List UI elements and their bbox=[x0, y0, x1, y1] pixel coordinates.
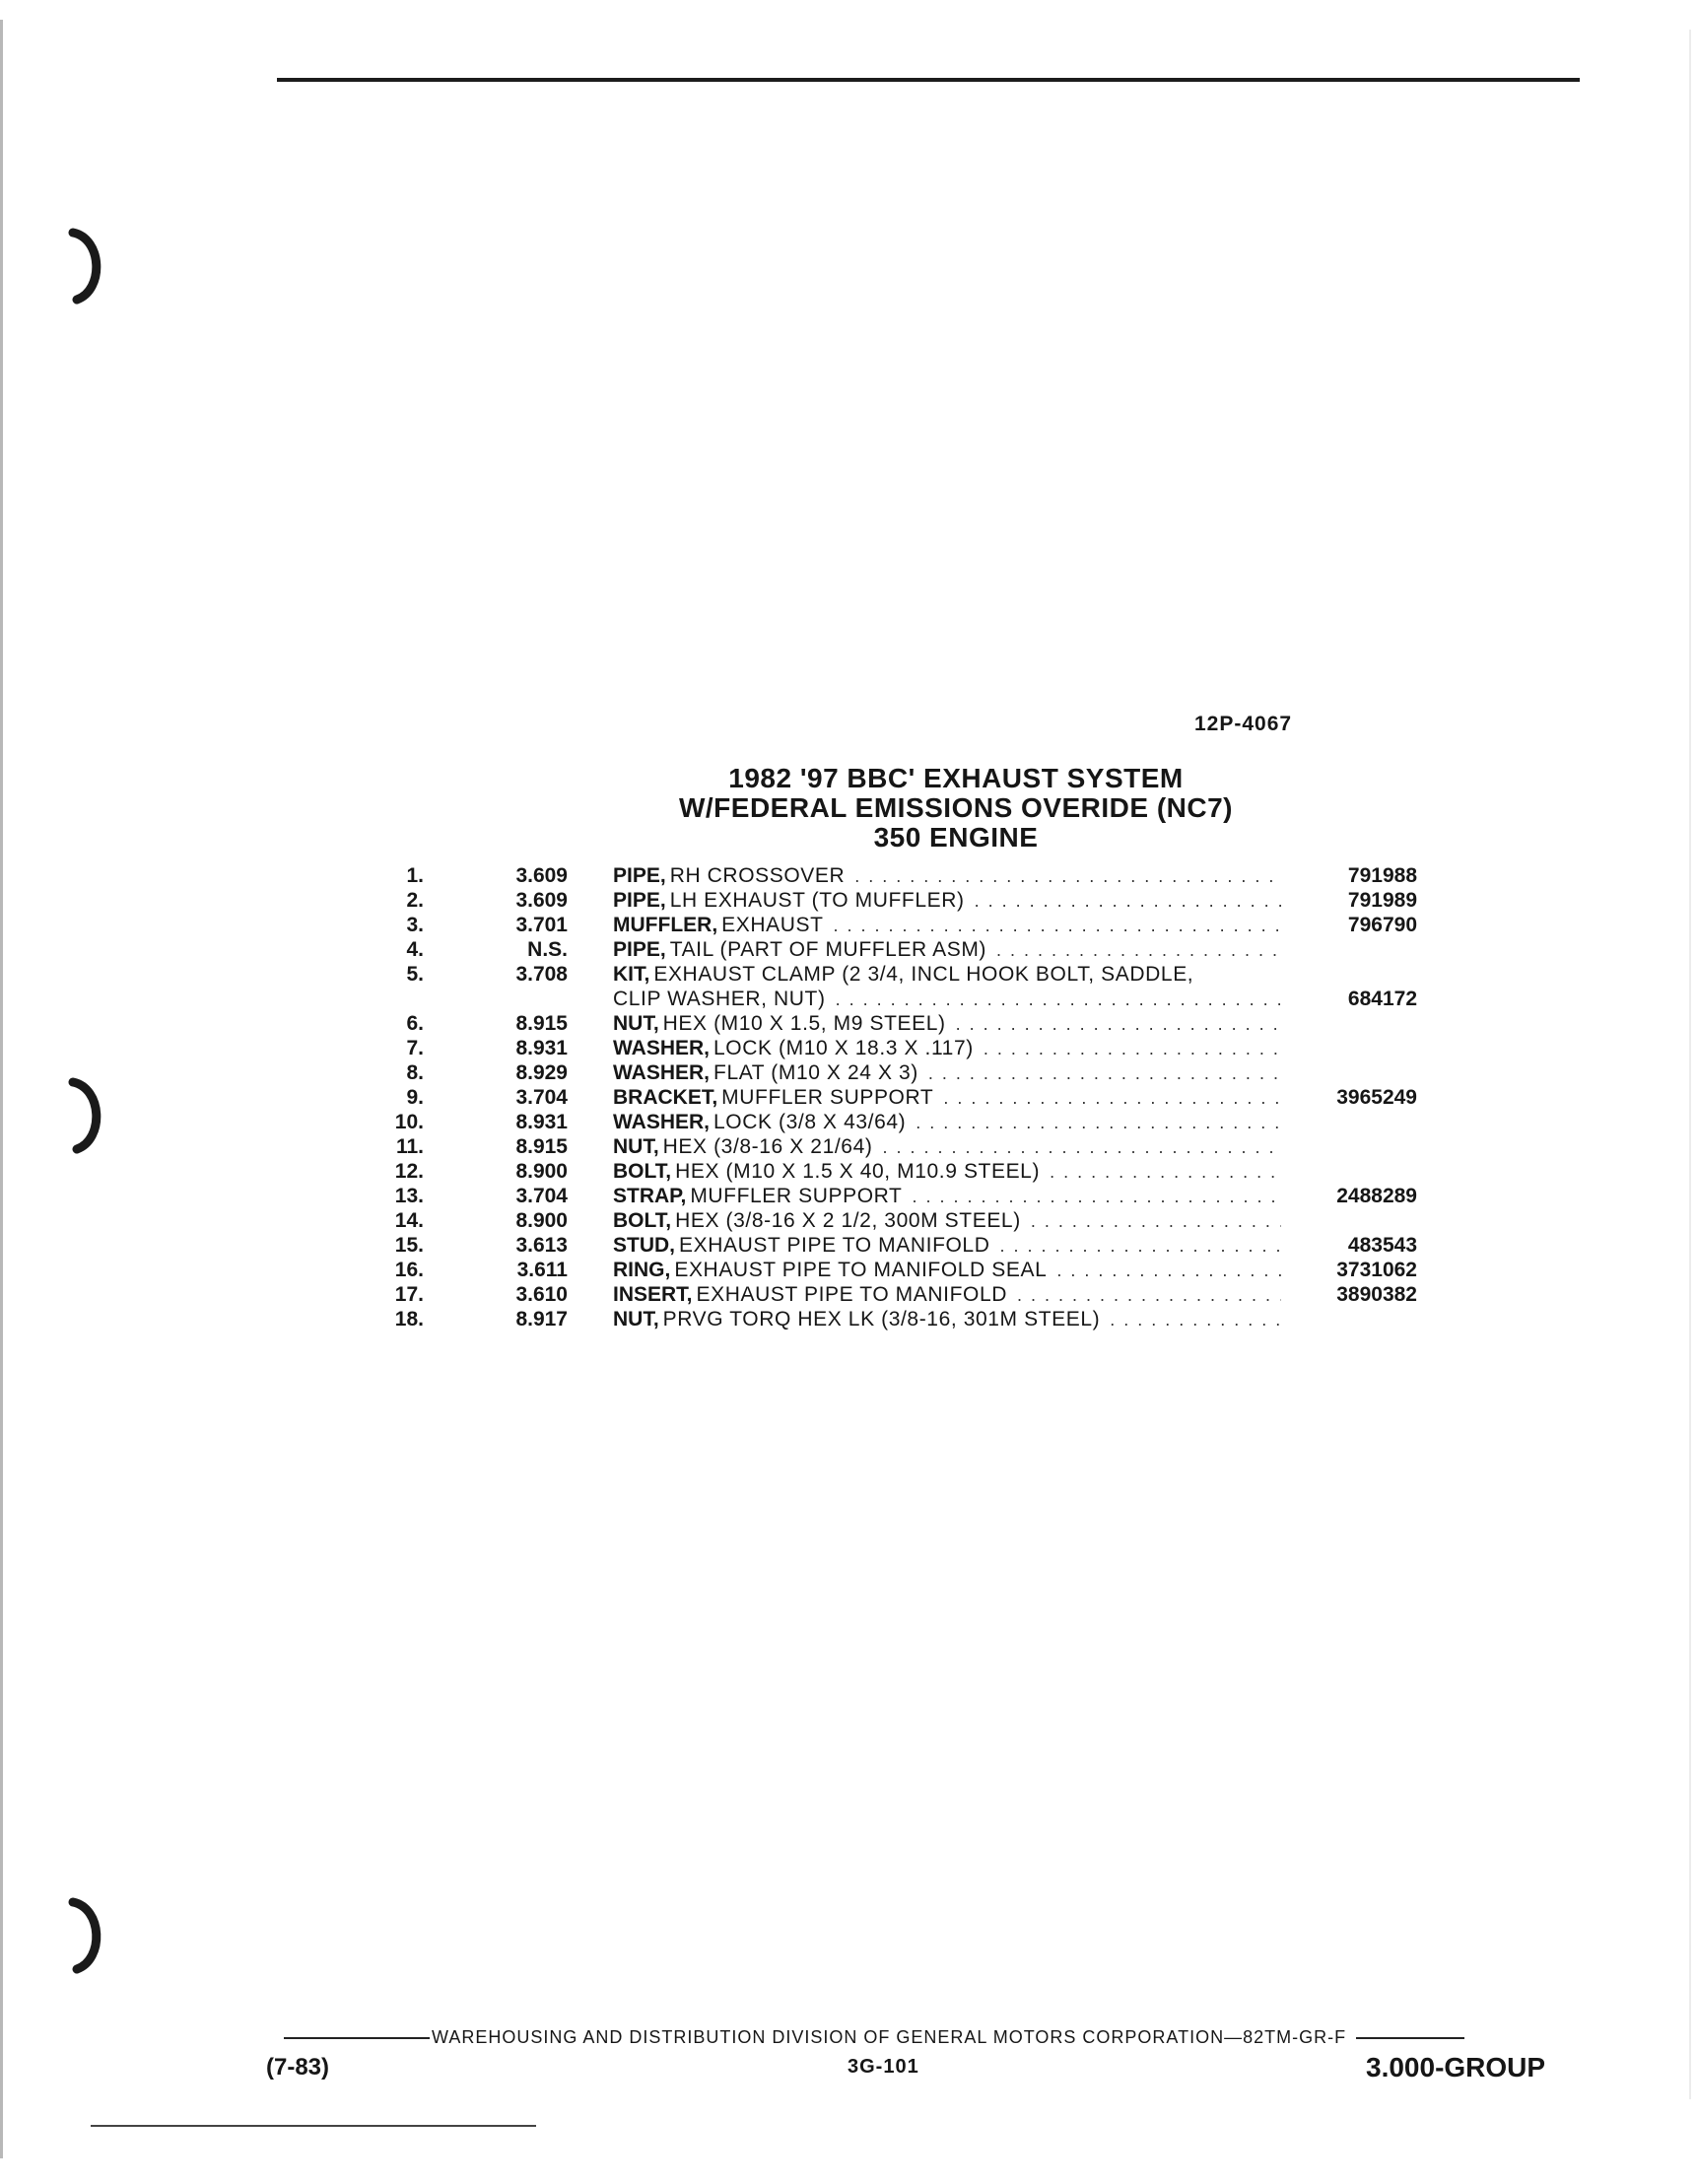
dot-leader bbox=[836, 988, 1281, 1012]
group-number: 8.915 bbox=[515, 1135, 568, 1158]
list-item bbox=[0, 1307, 1697, 1331]
item-number: 6. bbox=[406, 1012, 424, 1035]
group-number: 3.701 bbox=[515, 914, 568, 936]
part-detail: LOCK (M10 X 18.3 X .117) bbox=[713, 1037, 974, 1059]
part-number: 684172 bbox=[1347, 988, 1417, 1010]
dot-leader bbox=[984, 1037, 1281, 1061]
part-name: INSERT, bbox=[613, 1283, 693, 1306]
item-number: 16. bbox=[394, 1259, 424, 1281]
group-number: 3.611 bbox=[516, 1259, 568, 1281]
part-number: 3965249 bbox=[1336, 1086, 1417, 1109]
part-detail: MUFFLER SUPPORT bbox=[721, 1086, 934, 1109]
group-number: 3.609 bbox=[515, 864, 568, 887]
dot-leader bbox=[999, 1234, 1281, 1259]
part-description bbox=[613, 888, 1281, 913]
dot-leader bbox=[1110, 1308, 1281, 1332]
dot-leader bbox=[996, 938, 1281, 963]
part-name: KIT, bbox=[613, 963, 650, 986]
group-number: 8.917 bbox=[515, 1308, 568, 1331]
group-number: 8.929 bbox=[515, 1061, 568, 1084]
group-number: 3.609 bbox=[515, 889, 568, 912]
page-title: 1982 '97 BBC' EXHAUST SYSTEM bbox=[728, 763, 1184, 793]
part-name: NUT, bbox=[613, 1308, 659, 1331]
part-detail: LH EXHAUST (TO MUFFLER) bbox=[669, 889, 965, 912]
group-label: 3.000-GROUP bbox=[1366, 2052, 1546, 2082]
list-item bbox=[0, 1233, 1697, 1258]
item-number: 9. bbox=[406, 1086, 424, 1109]
group-number: 8.900 bbox=[515, 1209, 568, 1232]
binder-hole-icon bbox=[67, 225, 112, 306]
part-number: 483543 bbox=[1347, 1234, 1417, 1257]
part-name: STRAP, bbox=[613, 1185, 687, 1207]
part-description bbox=[613, 1085, 1281, 1110]
part-number: 3890382 bbox=[1336, 1283, 1417, 1306]
item-number: 18. bbox=[394, 1308, 424, 1331]
part-description bbox=[613, 1110, 1281, 1134]
dot-leader bbox=[1050, 1160, 1281, 1185]
engine-heading: 350 ENGINE bbox=[873, 822, 1039, 853]
part-description bbox=[613, 863, 1281, 888]
item-number: 14. bbox=[394, 1209, 424, 1232]
parts-list bbox=[0, 863, 1697, 1331]
part-description bbox=[613, 1258, 1281, 1282]
part-detail-continued: CLIP WASHER, NUT) bbox=[613, 988, 826, 1010]
binder-hole-icon bbox=[67, 1894, 112, 1975]
list-item bbox=[0, 962, 1697, 1011]
footer-credit-line bbox=[284, 2027, 1545, 2048]
footer-credit: WAREHOUSING AND DISTRIBUTION DIVISION OF GENERAL MOTORS CORPORATION—82TM-GR-F bbox=[432, 2027, 1347, 2047]
part-description bbox=[613, 1036, 1281, 1060]
part-detail: EXHAUST CLAMP (2 3/4, INCL HOOK BOLT, SADDLE, bbox=[653, 963, 1194, 986]
dot-leader bbox=[1031, 1209, 1281, 1234]
part-name: NUT, bbox=[613, 1012, 659, 1035]
group-number: 8.915 bbox=[515, 1012, 568, 1035]
revision-date: (7-83) bbox=[266, 2054, 330, 2081]
group-number: 3.610 bbox=[515, 1283, 568, 1306]
part-number: 791989 bbox=[1347, 889, 1417, 912]
part-name: RING, bbox=[613, 1259, 671, 1281]
part-detail: HEX (3/8-16 X 21/64) bbox=[662, 1135, 873, 1158]
part-number: 3731062 bbox=[1336, 1259, 1417, 1281]
group-number: 3.708 bbox=[515, 963, 568, 986]
part-description bbox=[613, 913, 1281, 937]
part-detail: EXHAUST bbox=[721, 914, 824, 936]
part-description bbox=[613, 1184, 1281, 1208]
part-detail: EXHAUST PIPE TO MANIFOLD bbox=[696, 1283, 1007, 1306]
part-detail: MUFFLER SUPPORT bbox=[690, 1185, 903, 1207]
dot-leader bbox=[912, 1185, 1281, 1209]
part-name: BRACKET, bbox=[613, 1086, 718, 1109]
item-number: 10. bbox=[394, 1111, 424, 1133]
item-number: 8. bbox=[406, 1061, 424, 1084]
list-item bbox=[0, 1159, 1697, 1184]
group-number: 3.704 bbox=[515, 1185, 568, 1207]
part-description bbox=[613, 1011, 1281, 1036]
part-description bbox=[613, 1282, 1281, 1307]
dot-leader bbox=[882, 1135, 1281, 1160]
list-item bbox=[0, 1060, 1697, 1085]
part-description bbox=[613, 1208, 1281, 1233]
part-detail: TAIL (PART OF MUFFLER ASM) bbox=[669, 938, 987, 961]
group-number: 8.900 bbox=[515, 1160, 568, 1183]
part-detail: HEX (M10 X 1.5, M9 STEEL) bbox=[662, 1012, 946, 1035]
group-number: 8.931 bbox=[515, 1037, 568, 1059]
list-item bbox=[0, 888, 1697, 913]
part-name: WASHER, bbox=[613, 1061, 711, 1084]
group-number: 3.613 bbox=[515, 1234, 568, 1257]
bottom-rule bbox=[91, 2125, 536, 2127]
item-number: 17. bbox=[394, 1283, 424, 1306]
list-item bbox=[0, 1036, 1697, 1060]
dot-leader bbox=[854, 864, 1281, 889]
list-item bbox=[0, 1110, 1697, 1134]
part-name: BOLT, bbox=[613, 1209, 672, 1232]
part-detail: RH CROSSOVER bbox=[669, 864, 846, 887]
item-number: 3. bbox=[406, 914, 424, 936]
part-detail: PRVG TORQ HEX LK (3/8-16, 301M STEEL) bbox=[662, 1308, 1101, 1331]
part-number: 796790 bbox=[1347, 914, 1417, 936]
list-item bbox=[0, 1085, 1697, 1110]
dot-leader bbox=[975, 889, 1281, 914]
item-number: 12. bbox=[394, 1160, 424, 1183]
part-name: STUD, bbox=[613, 1234, 675, 1257]
list-item bbox=[0, 1184, 1697, 1208]
part-description bbox=[613, 1233, 1281, 1258]
part-detail: FLAT (M10 X 24 X 3) bbox=[713, 1061, 918, 1084]
dot-leader bbox=[956, 1012, 1281, 1037]
list-item bbox=[0, 937, 1697, 962]
part-name: PIPE, bbox=[613, 938, 666, 961]
part-name: BOLT, bbox=[613, 1160, 672, 1183]
top-rule bbox=[277, 78, 1580, 82]
dot-leader bbox=[943, 1086, 1281, 1111]
dot-leader bbox=[1017, 1283, 1281, 1308]
list-item bbox=[0, 1134, 1697, 1159]
part-description bbox=[613, 1060, 1281, 1085]
part-name: PIPE, bbox=[613, 889, 666, 912]
part-name: WASHER, bbox=[613, 1111, 711, 1133]
list-item bbox=[0, 1258, 1697, 1282]
item-number: 1. bbox=[406, 864, 424, 887]
group-number: 8.931 bbox=[515, 1111, 568, 1133]
item-number: 5. bbox=[406, 963, 424, 986]
page-number: 3G-101 bbox=[848, 2056, 919, 2078]
list-item bbox=[0, 1208, 1697, 1233]
part-description bbox=[613, 1134, 1281, 1159]
part-description bbox=[613, 937, 1281, 962]
part-description bbox=[613, 1159, 1281, 1184]
part-detail: LOCK (3/8 X 43/64) bbox=[713, 1111, 907, 1133]
item-number: 15. bbox=[394, 1234, 424, 1257]
list-item bbox=[0, 913, 1697, 937]
page-subtitle: W/FEDERAL EMISSIONS OVERIDE (NC7) bbox=[678, 792, 1234, 823]
footer-dash bbox=[284, 2037, 430, 2039]
item-number: 4. bbox=[406, 938, 424, 961]
part-detail: HEX (3/8-16 X 2 1/2, 300M STEEL) bbox=[675, 1209, 1021, 1232]
dot-leader bbox=[928, 1061, 1281, 1086]
dot-leader bbox=[1056, 1259, 1281, 1283]
part-name: MUFFLER, bbox=[613, 914, 718, 936]
dot-leader bbox=[916, 1111, 1281, 1135]
group-number: 3.704 bbox=[515, 1086, 568, 1109]
dot-leader bbox=[834, 914, 1281, 938]
part-detail: EXHAUST PIPE TO MANIFOLD SEAL bbox=[674, 1259, 1048, 1281]
part-name: NUT, bbox=[613, 1135, 659, 1158]
list-item bbox=[0, 863, 1697, 888]
group-number: N.S. bbox=[527, 938, 568, 961]
item-number: 13. bbox=[394, 1185, 424, 1207]
part-name: PIPE, bbox=[613, 864, 666, 887]
document-number: 12P-4067 bbox=[1194, 713, 1293, 735]
part-name: WASHER, bbox=[613, 1037, 711, 1059]
list-item bbox=[0, 1011, 1697, 1036]
part-detail: HEX (M10 X 1.5 X 40, M10.9 STEEL) bbox=[675, 1160, 1041, 1183]
part-number: 2488289 bbox=[1336, 1185, 1417, 1207]
item-number: 7. bbox=[406, 1037, 424, 1059]
item-number: 11. bbox=[395, 1135, 424, 1158]
part-description bbox=[613, 1307, 1281, 1331]
part-description bbox=[613, 962, 1281, 1011]
item-number: 2. bbox=[406, 889, 424, 912]
footer-dash bbox=[1356, 2037, 1464, 2039]
part-detail: EXHAUST PIPE TO MANIFOLD bbox=[679, 1234, 990, 1257]
list-item bbox=[0, 1282, 1697, 1307]
part-number: 791988 bbox=[1347, 864, 1417, 887]
